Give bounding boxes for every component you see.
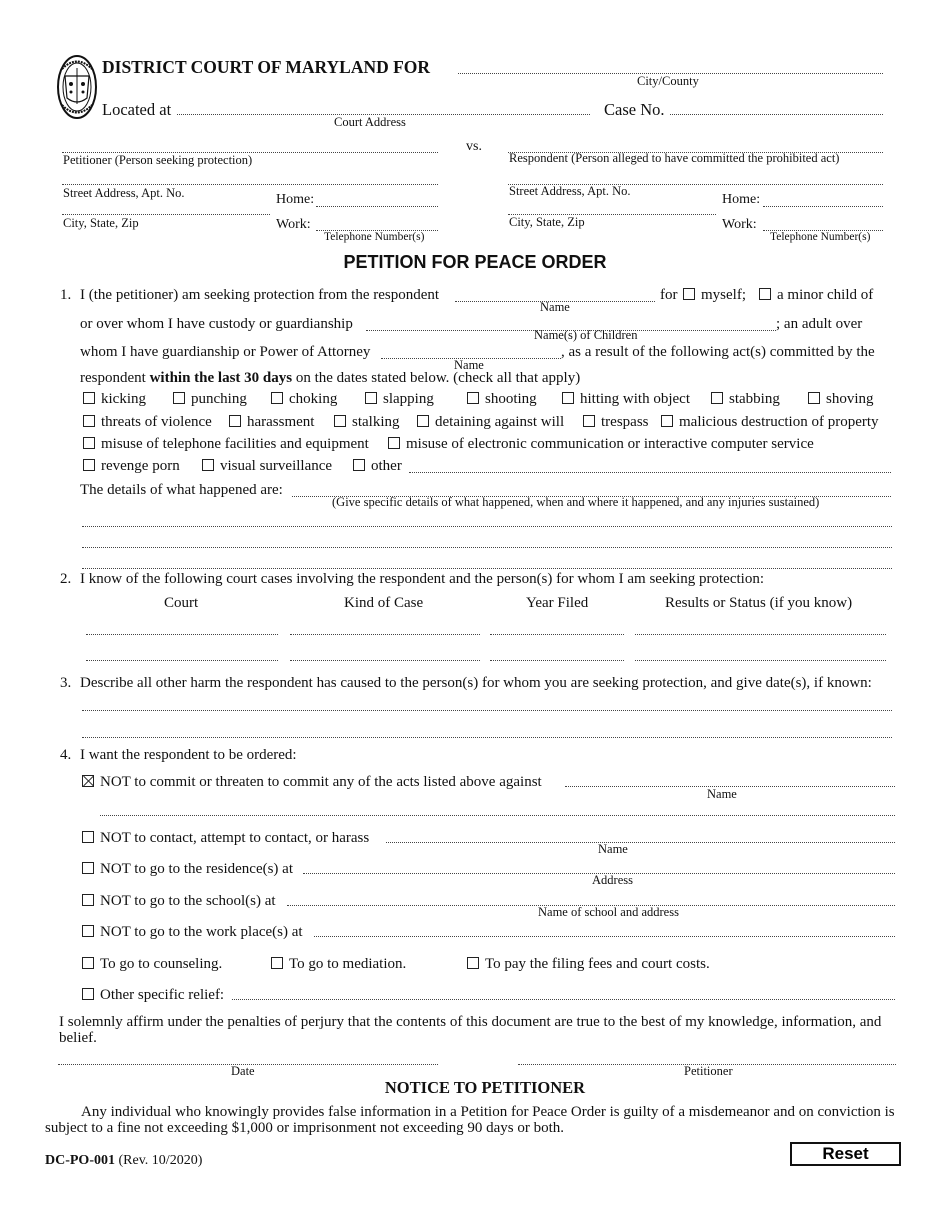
checkbox-box[interactable] xyxy=(683,288,695,300)
work-address-field[interactable] xyxy=(314,936,895,937)
not-contact-checkbox[interactable] xyxy=(82,830,369,847)
line4-b: within the last 30 days xyxy=(149,370,293,386)
act-label: shooting xyxy=(485,391,537,407)
petitioner-signature-caption: Petitioner xyxy=(684,1064,733,1078)
case2-court-field[interactable] xyxy=(86,660,278,661)
respondent-street-caption: Street Address, Apt. No. xyxy=(509,184,631,198)
case1-year-field[interactable] xyxy=(490,634,624,635)
line4-c: on the dates stated below. (check all that apply) xyxy=(295,370,581,386)
section3-number: 3. xyxy=(60,675,72,691)
line4-a: respondent xyxy=(80,370,146,386)
act-hitting-checkbox[interactable] xyxy=(562,391,690,408)
section1-line2: or over whom I have custody or guardianship xyxy=(80,316,353,332)
section1-for: for xyxy=(660,287,678,303)
section1-line3a: whom I have guardianship or Power of Attorney xyxy=(80,344,371,360)
other-harm-field-2[interactable] xyxy=(82,737,892,738)
not-work-label: NOT to go to the work place(s) at xyxy=(100,924,303,940)
petitioner-city-field[interactable] xyxy=(62,214,270,215)
not-commit-name-caption: Name xyxy=(707,787,737,801)
case1-kind-field[interactable] xyxy=(290,634,480,635)
checkbox-box[interactable] xyxy=(388,437,400,449)
reset-button[interactable]: Reset xyxy=(790,1142,901,1166)
court-address-caption: Court Address xyxy=(334,115,406,129)
court-title: DISTRICT COURT OF MARYLAND FOR xyxy=(102,57,431,77)
adult-name-caption: Name xyxy=(454,358,484,372)
act-punching-checkbox[interactable] xyxy=(173,391,247,408)
not-contact-name-field[interactable] xyxy=(386,842,895,843)
case-no-field[interactable] xyxy=(670,114,883,115)
case2-year-field[interactable] xyxy=(490,660,624,661)
act-stabbing-checkbox[interactable] xyxy=(711,391,780,408)
section3-text: Describe all other harm the respondent has caused to the person(s) for whom you are seeking protection, and give date(s), if known: xyxy=(80,675,872,691)
other-harm-field-1[interactable] xyxy=(82,710,892,711)
checkbox-box[interactable] xyxy=(562,392,574,404)
vs-label: vs. xyxy=(466,139,482,154)
myself-checkbox[interactable] xyxy=(683,287,746,304)
details-field-2[interactable] xyxy=(82,526,892,527)
school-caption: Name of school and address xyxy=(538,905,679,919)
act-label: revenge porn xyxy=(101,458,180,474)
section2-text: I know of the following court cases involving the respondent and the person(s) for whom I am seeking protection: xyxy=(80,571,765,587)
respondent-work-label: Work: xyxy=(722,217,757,232)
act-label: trespass xyxy=(601,414,649,430)
form-id xyxy=(45,1153,202,1169)
fees-checkbox[interactable] xyxy=(467,956,710,973)
details-field-4[interactable] xyxy=(82,568,892,569)
act-electronic-misuse-checkbox[interactable] xyxy=(388,436,814,453)
checkbox-box[interactable] xyxy=(229,415,241,427)
checkbox-box[interactable] xyxy=(83,437,95,449)
petitioner-street-caption: Street Address, Apt. No. xyxy=(63,186,185,200)
checkbox-box[interactable] xyxy=(271,392,283,404)
not-residence-label: NOT to go to the residence(s) at xyxy=(100,861,294,877)
petitioner-home-phone-field[interactable] xyxy=(316,206,438,207)
act-label: harassment xyxy=(247,414,315,430)
not-commit-extra-field[interactable] xyxy=(100,815,895,816)
fees-label: To pay the filing fees and court costs. xyxy=(485,956,710,972)
checkbox-box[interactable] xyxy=(467,392,479,404)
respondent-home-label: Home: xyxy=(722,192,761,207)
not-residence-checkbox[interactable] xyxy=(82,861,293,878)
act-detaining-checkbox[interactable] xyxy=(417,414,564,431)
checkbox-box[interactable] xyxy=(82,925,94,937)
col-kind: Kind of Case xyxy=(344,595,424,611)
details-field-3[interactable] xyxy=(82,547,892,548)
act-label: hitting with object xyxy=(580,391,690,407)
act-label: misuse of electronic communication or interactive computer service xyxy=(406,436,814,452)
section4-text: I want the respondent to be ordered: xyxy=(80,747,297,763)
not-contact-name-caption: Name xyxy=(598,842,628,856)
not-school-label: NOT to go to the school(s) at xyxy=(100,893,276,909)
checkbox-box[interactable] xyxy=(365,392,377,404)
case2-results-field[interactable] xyxy=(635,660,886,661)
checkbox-box[interactable] xyxy=(467,957,479,969)
act-destruction-checkbox[interactable] xyxy=(661,414,879,431)
section4-number: 4. xyxy=(60,747,72,763)
court-seal-icon xyxy=(57,54,97,120)
act-trespass-checkbox[interactable] xyxy=(583,414,649,431)
case1-results-field[interactable] xyxy=(635,634,886,635)
respondent-city-caption: City, State, Zip xyxy=(509,215,585,229)
act-label: other xyxy=(371,458,402,474)
act-label: visual surveillance xyxy=(220,458,333,474)
checkbox-box[interactable] xyxy=(417,415,429,427)
checkbox-box[interactable] xyxy=(82,988,94,1000)
col-results: Results or Status (if you know) xyxy=(665,595,853,611)
act-shoving-checkbox[interactable] xyxy=(808,391,874,408)
case1-court-field[interactable] xyxy=(86,634,278,635)
minor-child-label: a minor child of xyxy=(777,287,874,303)
petitioner-city-caption: City, State, Zip xyxy=(63,216,139,230)
act-label: threats of violence xyxy=(101,414,212,430)
petitioner-telephone-caption: Telephone Number(s) xyxy=(324,231,425,243)
not-work-checkbox[interactable] xyxy=(82,924,303,941)
act-label: slapping xyxy=(383,391,434,407)
case-no-label: Case No. xyxy=(604,100,665,119)
section1-line4 xyxy=(80,370,580,387)
mediation-label: To go to mediation. xyxy=(289,956,407,972)
checkbox-box[interactable] xyxy=(661,415,673,427)
form-revision: (Rev. 10/2020) xyxy=(118,1153,203,1168)
not-contact-label: NOT to contact, attempt to contact, or harass xyxy=(100,830,370,846)
section1-number: 1. xyxy=(60,287,72,303)
residence-address-caption: Address xyxy=(592,873,633,887)
notice-title: NOTICE TO PETITIONER xyxy=(384,1078,586,1097)
act-visual-surveillance-checkbox[interactable] xyxy=(202,458,332,475)
located-at-label: Located at xyxy=(102,100,172,119)
checkbox-box[interactable] xyxy=(711,392,723,404)
checkbox-box[interactable] xyxy=(82,957,94,969)
act-revenge-porn-checkbox[interactable] xyxy=(83,458,180,475)
city-county-caption: City/County xyxy=(637,74,699,88)
act-label: shoving xyxy=(826,391,874,407)
act-shooting-checkbox[interactable] xyxy=(467,391,537,408)
section1-name-caption: Name xyxy=(540,300,570,314)
petitioner-work-label: Work: xyxy=(276,217,311,232)
not-commit-checkbox[interactable] xyxy=(82,774,542,791)
petitioner-street-field[interactable] xyxy=(62,184,438,185)
col-court: Court xyxy=(164,595,199,611)
respondent-telephone-caption: Telephone Number(s) xyxy=(770,231,871,243)
checkbox-box[interactable] xyxy=(83,392,95,404)
mediation-checkbox[interactable] xyxy=(271,956,406,973)
act-stalking-checkbox[interactable] xyxy=(334,414,400,431)
act-slapping-checkbox[interactable] xyxy=(365,391,434,408)
other-relief-label: Other specific relief: xyxy=(100,987,225,1003)
act-label: malicious destruction of property xyxy=(679,414,879,430)
checkbox-box[interactable] xyxy=(202,459,214,471)
details-caption: (Give specific details of what happened, when and where it happened, and any injuries sustained) xyxy=(332,495,820,509)
children-caption: Name(s) of Children xyxy=(534,328,638,342)
checkbox-box[interactable] xyxy=(759,288,771,300)
checkbox-box[interactable] xyxy=(82,775,94,787)
checkbox-box[interactable] xyxy=(353,459,365,471)
counseling-checkbox[interactable] xyxy=(82,956,222,973)
form-id-code: DC-PO-001 xyxy=(45,1153,115,1168)
other-relief-field[interactable] xyxy=(232,999,895,1000)
checkbox-box[interactable] xyxy=(583,415,595,427)
act-label: misuse of telephone facilities and equipment xyxy=(101,436,369,452)
act-other-field[interactable] xyxy=(409,472,891,473)
section1-line3b: , as a result of the following act(s) committed by the xyxy=(561,344,875,360)
other-relief-checkbox[interactable] xyxy=(82,987,224,1004)
checkbox-box[interactable] xyxy=(82,831,94,843)
act-label: kicking xyxy=(101,391,146,407)
adult-over-label: ; an adult over xyxy=(776,316,863,332)
minor-child-checkbox[interactable] xyxy=(759,287,873,304)
affirmation-text: I solemnly affirm under the penalties of perjury that the contents of this document are true to the best of my knowledge, information, and belief. xyxy=(59,1014,882,1046)
not-commit-label: NOT to commit or threaten to commit any of the acts listed above against xyxy=(100,774,542,790)
petitioner-caption: Petitioner (Person seeking protection) xyxy=(63,153,253,167)
act-label: punching xyxy=(191,391,247,407)
act-harassment-checkbox[interactable] xyxy=(229,414,314,431)
notice-text: Any individual who knowingly provides false information in a Petition for Peace Order is guilty of a misdemeanor and on conviction is subject to a fine not exceeding $1,000 or imprisonment not exceeding 90 days or both. xyxy=(45,1104,895,1136)
act-other-checkbox[interactable] xyxy=(353,458,402,475)
checkbox-box[interactable] xyxy=(173,392,185,404)
not-school-checkbox[interactable] xyxy=(82,893,276,910)
col-year: Year Filed xyxy=(526,595,589,611)
act-choking-checkbox[interactable] xyxy=(271,391,337,408)
myself-label: myself; xyxy=(701,287,746,303)
section2-number: 2. xyxy=(60,571,72,587)
act-label: stalking xyxy=(352,414,400,430)
petitioner-home-label: Home: xyxy=(276,192,315,207)
act-telephone-misuse-checkbox[interactable] xyxy=(83,436,369,453)
respondent-caption: Respondent (Person alleged to have committed the prohibited act) xyxy=(509,151,840,165)
details-label: The details of what happened are: xyxy=(80,482,283,498)
checkbox-box[interactable] xyxy=(808,392,820,404)
checkbox-box[interactable] xyxy=(83,459,95,471)
respondent-home-phone-field[interactable] xyxy=(763,206,883,207)
act-label: detaining against will xyxy=(435,414,565,430)
checkbox-box[interactable] xyxy=(271,957,283,969)
act-label: choking xyxy=(289,391,338,407)
act-kicking-checkbox[interactable] xyxy=(83,391,146,408)
section1-line1: I (the petitioner) am seeking protection from the respondent xyxy=(80,287,440,303)
act-threats-checkbox[interactable] xyxy=(83,414,212,431)
act-label: stabbing xyxy=(729,391,780,407)
checkbox-box[interactable] xyxy=(82,862,94,874)
case2-kind-field[interactable] xyxy=(290,660,480,661)
checkbox-box[interactable] xyxy=(83,415,95,427)
form-title: PETITION FOR PEACE ORDER xyxy=(343,252,607,272)
checkbox-box[interactable] xyxy=(82,894,94,906)
counseling-label: To go to counseling. xyxy=(100,956,223,972)
date-caption: Date xyxy=(231,1064,255,1078)
checkbox-box[interactable] xyxy=(334,415,346,427)
